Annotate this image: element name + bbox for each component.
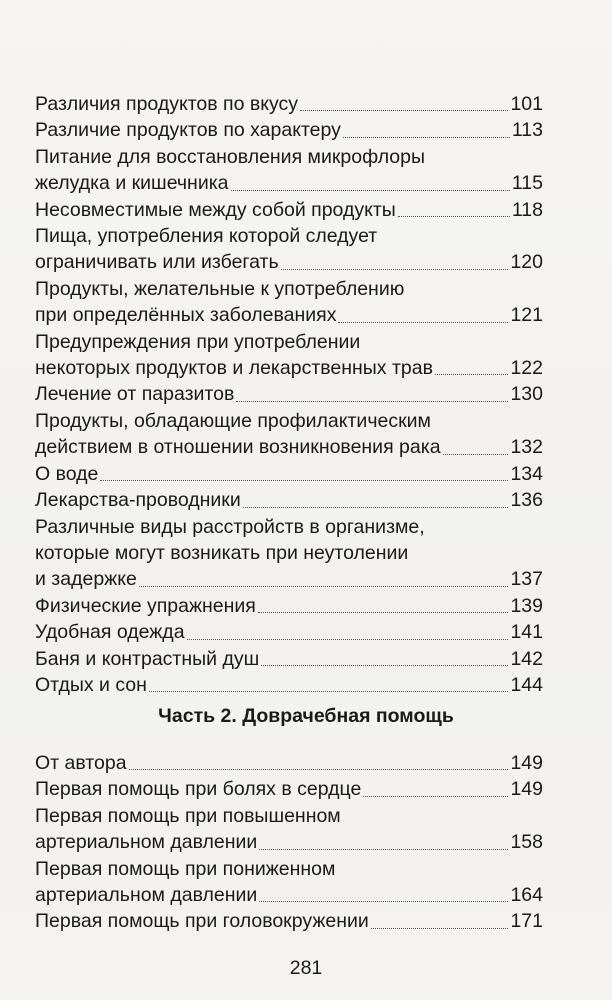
toc-entry [35, 672, 543, 698]
dot-leader [343, 136, 510, 138]
toc-entry-title: артериальном давлении [35, 831, 258, 854]
toc-entry-title: Отдых и сон [35, 673, 147, 696]
dot-leader [281, 268, 509, 270]
dot-leader [231, 189, 510, 191]
toc-entry-title: Пища, употребления которой следует [35, 225, 378, 248]
toc-entry-title: при определённых заболеваниях [35, 304, 337, 327]
toc-entry [35, 776, 543, 802]
toc-entry-title: Различные виды расстройств в организме, [35, 515, 425, 538]
toc-entry-title: Несовместимые между собой продукты [35, 198, 396, 221]
toc-entry-title: Баня и контрастный душ [35, 647, 260, 670]
toc-entry-title: Продукты, обладающие профилактическим [35, 409, 431, 432]
toc-entry [35, 144, 543, 197]
toc-entry-title: желудка и кишечника [35, 172, 229, 195]
toc-entry [35, 593, 543, 619]
toc-entry-title: некоторых продуктов и лекарственных трав [35, 357, 433, 380]
toc-part-2 [35, 750, 543, 935]
toc-entry [35, 381, 543, 407]
dot-leader [139, 585, 509, 587]
toc-entry-page: 115 [511, 172, 543, 195]
toc-entry [35, 276, 543, 329]
toc-entry-title: Предупреждения при употреблении [35, 330, 361, 353]
dot-leader [398, 215, 510, 217]
page-number: 281 [289, 957, 323, 979]
toc-entry-page: 113 [511, 119, 543, 142]
toc-entry-page: 122 [510, 357, 543, 380]
dot-leader [259, 900, 508, 902]
toc-entry-title: которые могут возникать при неутолении [35, 541, 409, 564]
toc-entry [35, 514, 543, 593]
part-2-title: Часть 2. Доврачебная помощь [158, 705, 454, 727]
dot-leader [129, 768, 509, 770]
toc-entry [35, 646, 543, 672]
toc-entry-page: 142 [510, 647, 543, 670]
toc-entry-page: 171 [510, 910, 543, 933]
toc-entry-page: 164 [510, 884, 543, 907]
toc-entry-page: 134 [510, 462, 543, 485]
toc-entry-page: 121 [510, 304, 543, 327]
toc-entry-page: 149 [510, 778, 543, 801]
toc-entry [35, 117, 543, 143]
toc-entry [35, 91, 543, 117]
toc-entry-page: 101 [510, 93, 543, 115]
dot-leader [363, 795, 508, 797]
toc-part-1 [35, 91, 543, 698]
dot-leader [371, 927, 509, 929]
toc-entry-title: Первая помощь при пониженном [35, 857, 336, 880]
toc-entry-page: 120 [510, 251, 543, 274]
dot-leader [338, 321, 508, 323]
toc-entry [35, 223, 543, 276]
toc-entry-title: Удобная одежда [35, 621, 185, 644]
toc-entry-page: 144 [510, 673, 543, 696]
toc-entry-page: 136 [510, 489, 543, 512]
toc-entry [35, 803, 543, 856]
toc-entry-page: 149 [510, 752, 543, 774]
toc-entry-title: артериальном давлении [35, 884, 258, 907]
toc-entry-title: Питание для восстановления микрофлоры [35, 145, 425, 168]
dot-leader [261, 664, 508, 666]
toc-entry [35, 908, 543, 934]
dot-leader [435, 373, 509, 375]
toc-entry-title: Первая помощь при головокружении [35, 910, 369, 933]
toc-entry [35, 619, 543, 645]
toc-entry-title: Различия продуктов по вкусу [35, 93, 299, 115]
toc-entry-title: От автора [35, 752, 127, 774]
toc-entry-page: 132 [510, 436, 543, 459]
dot-leader [300, 109, 508, 111]
toc-entry [35, 197, 543, 223]
toc-entry-page: 130 [510, 383, 543, 406]
toc-entry-title: ограничивать или избегать [35, 251, 279, 274]
dot-leader [149, 690, 509, 692]
toc-entry [35, 461, 543, 487]
dot-leader [258, 611, 509, 613]
toc-entry [35, 856, 543, 909]
toc-entry-page: 141 [510, 621, 543, 644]
toc-entry-title: Физические упражнения [35, 594, 256, 617]
toc-entry-page: 118 [511, 198, 543, 221]
toc-entry-title: и задержке [35, 568, 137, 591]
dot-leader [259, 848, 508, 850]
toc-entry-title: Различие продуктов по характеру [35, 119, 341, 142]
toc-entry-title: Первая помощь при болях в сердце [35, 778, 362, 801]
dot-leader [187, 638, 509, 640]
toc-entry-title: Первая помощь при повышенном [35, 804, 341, 827]
toc-entry [35, 750, 543, 776]
toc-entry-page: 139 [510, 594, 543, 617]
dot-leader [443, 453, 509, 455]
toc-entry-title: Лечение от паразитов [35, 383, 235, 406]
toc-entry [35, 329, 543, 382]
dot-leader [100, 479, 508, 481]
toc-entry-title: действием в отношении возникновения рака [35, 436, 441, 459]
toc-entry-title: Лекарства-проводники [35, 489, 241, 512]
toc-entry-page: 137 [510, 568, 543, 591]
toc-entry [35, 408, 543, 461]
dot-leader [236, 400, 508, 402]
toc-entry-page: 158 [510, 831, 543, 854]
toc-entry-title: О воде [35, 462, 99, 485]
toc-entry-title: Продукты, желательные к употреблению [35, 277, 405, 300]
dot-leader [243, 506, 509, 508]
toc-entry [35, 487, 543, 513]
